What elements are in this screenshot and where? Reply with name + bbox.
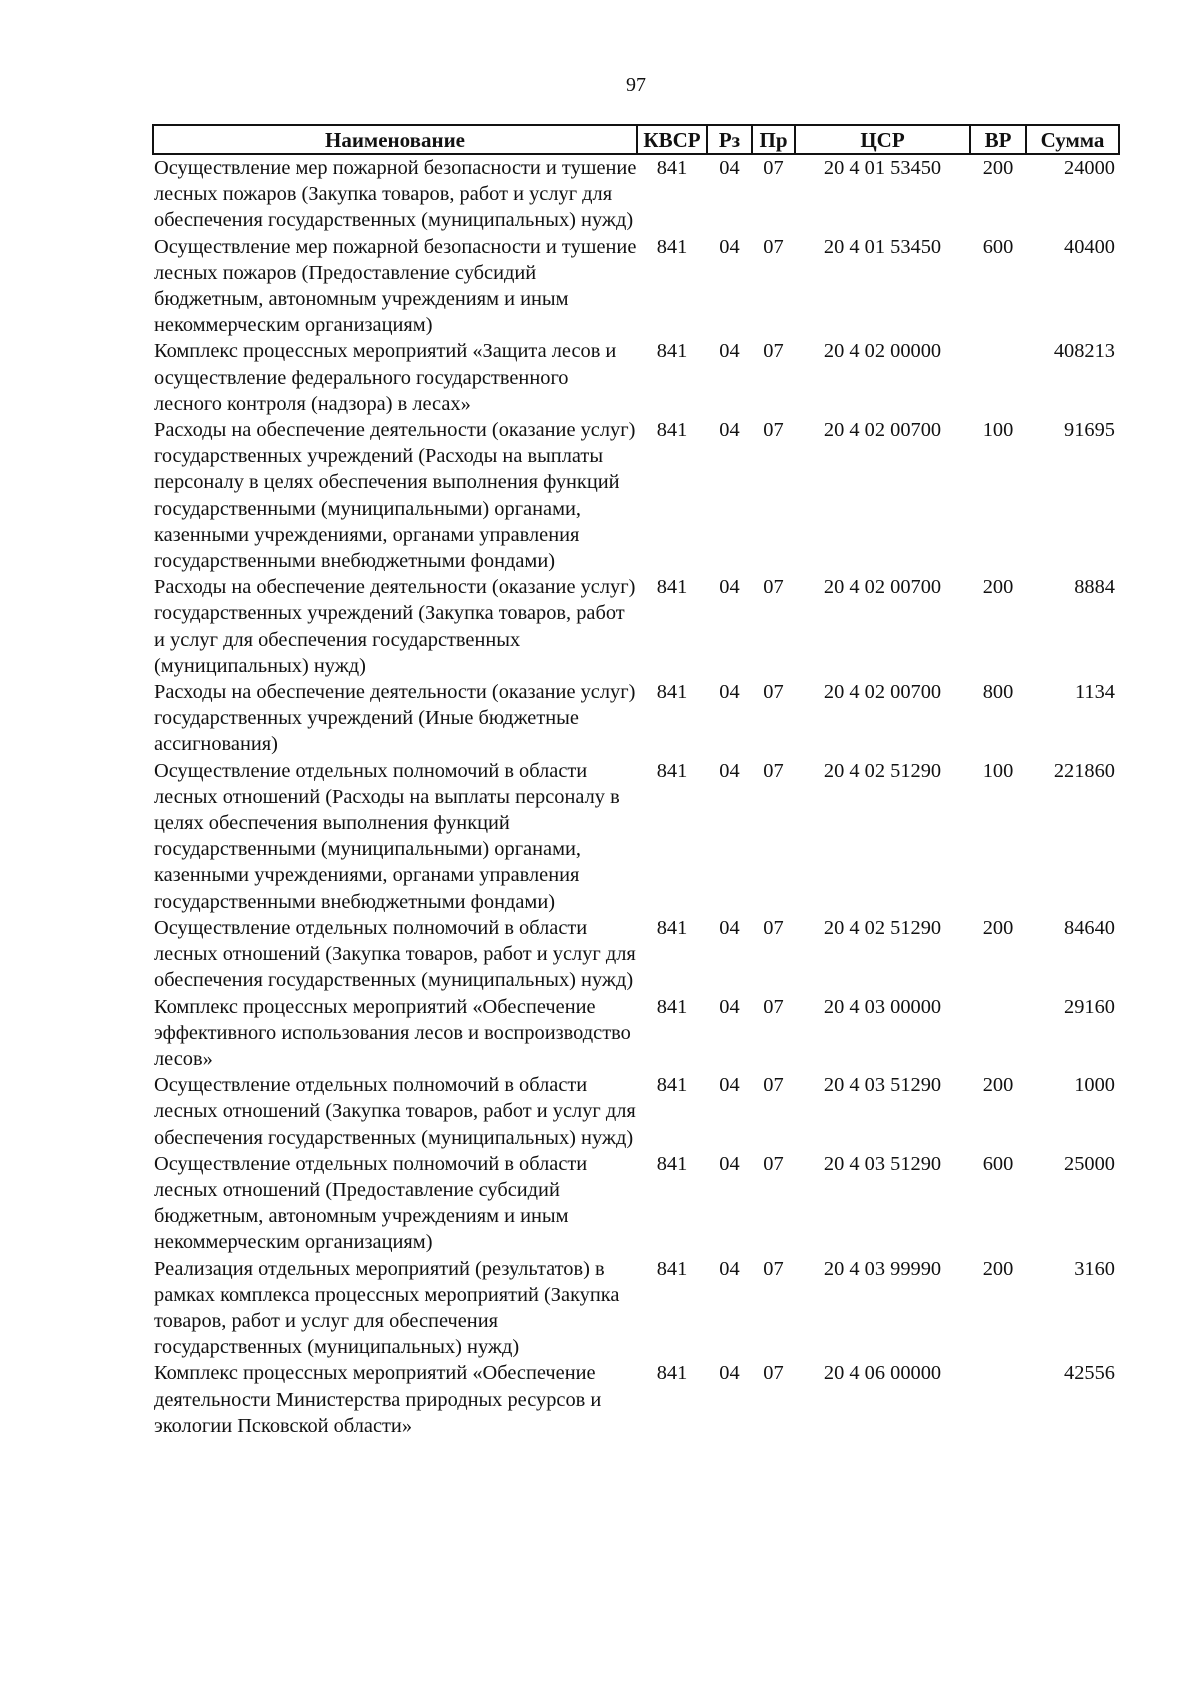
cell-csr: 20 4 01 53450: [823, 235, 942, 258]
cell-vr: 100: [982, 759, 1014, 782]
cell-kvsr: 841: [656, 235, 688, 258]
cell-name: Осуществление отдельных полномочий в области лесных отношений (Предоставление субсидий бюджетным, автономным учреждениям и иным некоммерческим организациям): [154, 1152, 588, 1254]
table-row: [153, 1360, 1119, 1439]
cell-csr: 20 4 03 00000: [823, 995, 942, 1018]
cell-sum: 42556: [1064, 1362, 1115, 1385]
cell-pr: 07: [763, 576, 784, 599]
cell-sum: 221860: [1053, 759, 1115, 782]
cell-pr: 07: [763, 995, 784, 1018]
cell-name: Осуществление отдельных полномочий в области лесных отношений (Расходы на выплаты персоналу в целях обеспечения выполнения функций государственными (муниципальными) органами, казенными учреждениями, органами управления государственными внебюджетными фондами): [154, 759, 620, 913]
cell-rz: 04: [719, 1257, 740, 1280]
cell-csr: 20 4 02 51290: [823, 916, 942, 939]
cell-rz: 04: [719, 759, 740, 782]
table-row: [153, 758, 1119, 915]
cell-csr: 20 4 03 51290: [823, 1074, 942, 1097]
cell-sum: 25000: [1064, 1152, 1115, 1175]
cell-kvsr: 841: [656, 340, 688, 363]
cell-vr: 100: [982, 419, 1014, 442]
cell-pr: 07: [763, 1152, 784, 1175]
header-vr: ВР: [970, 125, 1026, 154]
budget-table-container: [152, 124, 1118, 1439]
cell-kvsr: 841: [656, 157, 688, 179]
cell-rz: 04: [719, 1152, 740, 1175]
cell-rz: 04: [719, 235, 740, 258]
budget-table: [152, 124, 1120, 1439]
header-row: [153, 125, 1119, 154]
cell-sum: 1000: [1074, 1074, 1115, 1097]
table-row: [153, 994, 1119, 1073]
cell-vr: 200: [982, 157, 1014, 179]
table-row: [153, 574, 1119, 679]
cell-csr: 20 4 01 53450: [823, 157, 942, 179]
cell-name: Осуществление мер пожарной безопасности и тушение лесных пожаров (Предоставление субсидий бюджетным, автономным учреждениям и иным некоммерческим организациям): [154, 235, 637, 337]
table-row: [153, 679, 1119, 758]
cell-pr: 07: [763, 1362, 784, 1385]
header-sum: Сумма: [1026, 125, 1119, 154]
cell-sum: 91695: [1064, 419, 1115, 442]
cell-name: Осуществление мер пожарной безопасности и тушение лесных пожаров (Закупка товаров, работ и услуг для обеспечения государственных (муниципальных) нужд): [154, 157, 637, 232]
cell-rz: 04: [719, 340, 740, 363]
table-row: [153, 338, 1119, 417]
cell-rz: 04: [719, 419, 740, 442]
cell-name: Комплекс процессных мероприятий «Обеспечение деятельности Министерства природных ресурсов и экологии Псковской области»: [154, 1362, 602, 1437]
cell-rz: 04: [719, 157, 740, 179]
cell-kvsr: 841: [656, 419, 688, 442]
cell-rz: 04: [719, 576, 740, 599]
cell-vr: [970, 994, 1026, 1073]
table-row: [153, 1072, 1119, 1151]
cell-name: Расходы на обеспечение деятельности (оказание услуг) государственных учреждений (Иные бюджетные ассигнования): [154, 681, 636, 756]
cell-csr: 20 4 03 99990: [823, 1257, 942, 1280]
cell-csr: 20 4 06 00000: [823, 1362, 942, 1385]
cell-rz: 04: [719, 1362, 740, 1385]
cell-pr: 07: [763, 916, 784, 939]
header-rz: Рз: [707, 125, 752, 154]
cell-kvsr: 841: [656, 916, 688, 939]
cell-name: Комплекс процессных мероприятий «Защита лесов и осуществление федерального государственного лесного контроля (надзора) в лесах»: [154, 340, 617, 415]
table-header: [153, 125, 1119, 154]
cell-pr: 07: [763, 340, 784, 363]
cell-name: Расходы на обеспечение деятельности (оказание услуг) государственных учреждений (Закупка товаров, работ и услуг для обеспечения государственных (муниципальных) нужд): [154, 576, 636, 677]
cell-pr: 07: [763, 681, 784, 704]
cell-csr: 20 4 02 00700: [823, 681, 942, 704]
cell-sum: 3160: [1074, 1257, 1115, 1280]
cell-vr: 200: [982, 1257, 1014, 1280]
cell-pr: 07: [763, 1257, 784, 1280]
table-body: [153, 154, 1119, 1439]
cell-pr: 07: [763, 157, 784, 179]
cell-name: Расходы на обеспечение деятельности (оказание услуг) государственных учреждений (Расходы на выплаты персоналу в целях обеспечения выполнения функций государственными (муниципальными) органами, казенными учреждениями, органами управления государственными внебюджетными фондами): [154, 419, 636, 573]
cell-rz: 04: [719, 681, 740, 704]
cell-vr: 600: [982, 235, 1014, 258]
cell-name: Комплекс процессных мероприятий «Обеспечение эффективного использования лесов и воспроизводство лесов»: [154, 995, 631, 1070]
cell-vr: 600: [982, 1152, 1014, 1175]
cell-vr: 200: [982, 1074, 1014, 1097]
cell-vr: 200: [982, 916, 1014, 939]
cell-sum: 1134: [1074, 681, 1115, 704]
cell-kvsr: 841: [656, 576, 688, 599]
cell-kvsr: 841: [656, 759, 688, 782]
cell-kvsr: 841: [656, 1152, 688, 1175]
cell-sum: 40400: [1064, 235, 1115, 258]
cell-csr: 20 4 02 00000: [823, 340, 942, 363]
cell-kvsr: 841: [656, 1362, 688, 1385]
cell-vr: 800: [982, 681, 1014, 704]
cell-pr: 07: [763, 759, 784, 782]
table-row: [153, 915, 1119, 994]
cell-sum: 29160: [1064, 995, 1115, 1018]
cell-vr: 200: [982, 576, 1014, 599]
table-row: [153, 154, 1119, 234]
cell-rz: 04: [719, 1074, 740, 1097]
cell-vr: [970, 1360, 1026, 1439]
cell-csr: 20 4 02 51290: [823, 759, 942, 782]
cell-pr: 07: [763, 419, 784, 442]
header-csr: ЦСР: [795, 125, 970, 154]
cell-name: Осуществление отдельных полномочий в области лесных отношений (Закупка товаров, работ и услуг для обеспечения государственных (муниципальных) нужд): [154, 916, 636, 992]
cell-sum: 8884: [1074, 576, 1115, 599]
cell-sum: 24000: [1064, 157, 1115, 179]
cell-vr: [970, 338, 1026, 417]
cell-name: Реализация отдельных мероприятий (результатов) в рамках комплекса процессных мероприятий (Закупка товаров, работ и услуг для обеспечения государственных (муниципальных) нужд): [154, 1257, 620, 1359]
table-row: [153, 1256, 1119, 1361]
cell-rz: 04: [719, 916, 740, 939]
header-kvsr: КВСР: [637, 125, 707, 154]
table-row: [153, 417, 1119, 574]
cell-csr: 20 4 03 51290: [823, 1152, 942, 1175]
cell-kvsr: 841: [656, 681, 688, 704]
cell-sum: 408213: [1053, 340, 1115, 363]
cell-pr: 07: [763, 1074, 784, 1097]
cell-csr: 20 4 02 00700: [823, 419, 942, 442]
cell-rz: 04: [719, 995, 740, 1018]
table-row: [153, 1151, 1119, 1256]
header-name: Наименование: [153, 125, 637, 154]
table-row: [153, 234, 1119, 339]
cell-sum: 84640: [1064, 916, 1115, 939]
page-number: 97: [626, 74, 646, 96]
header-pr: Пр: [752, 125, 795, 154]
cell-kvsr: 841: [656, 995, 688, 1018]
cell-csr: 20 4 02 00700: [823, 576, 942, 599]
cell-pr: 07: [763, 235, 784, 258]
cell-kvsr: 841: [656, 1257, 688, 1280]
cell-kvsr: 841: [656, 1074, 688, 1097]
cell-name: Осуществление отдельных полномочий в области лесных отношений (Закупка товаров, работ и услуг для обеспечения государственных (муниципальных) нужд): [154, 1074, 636, 1149]
